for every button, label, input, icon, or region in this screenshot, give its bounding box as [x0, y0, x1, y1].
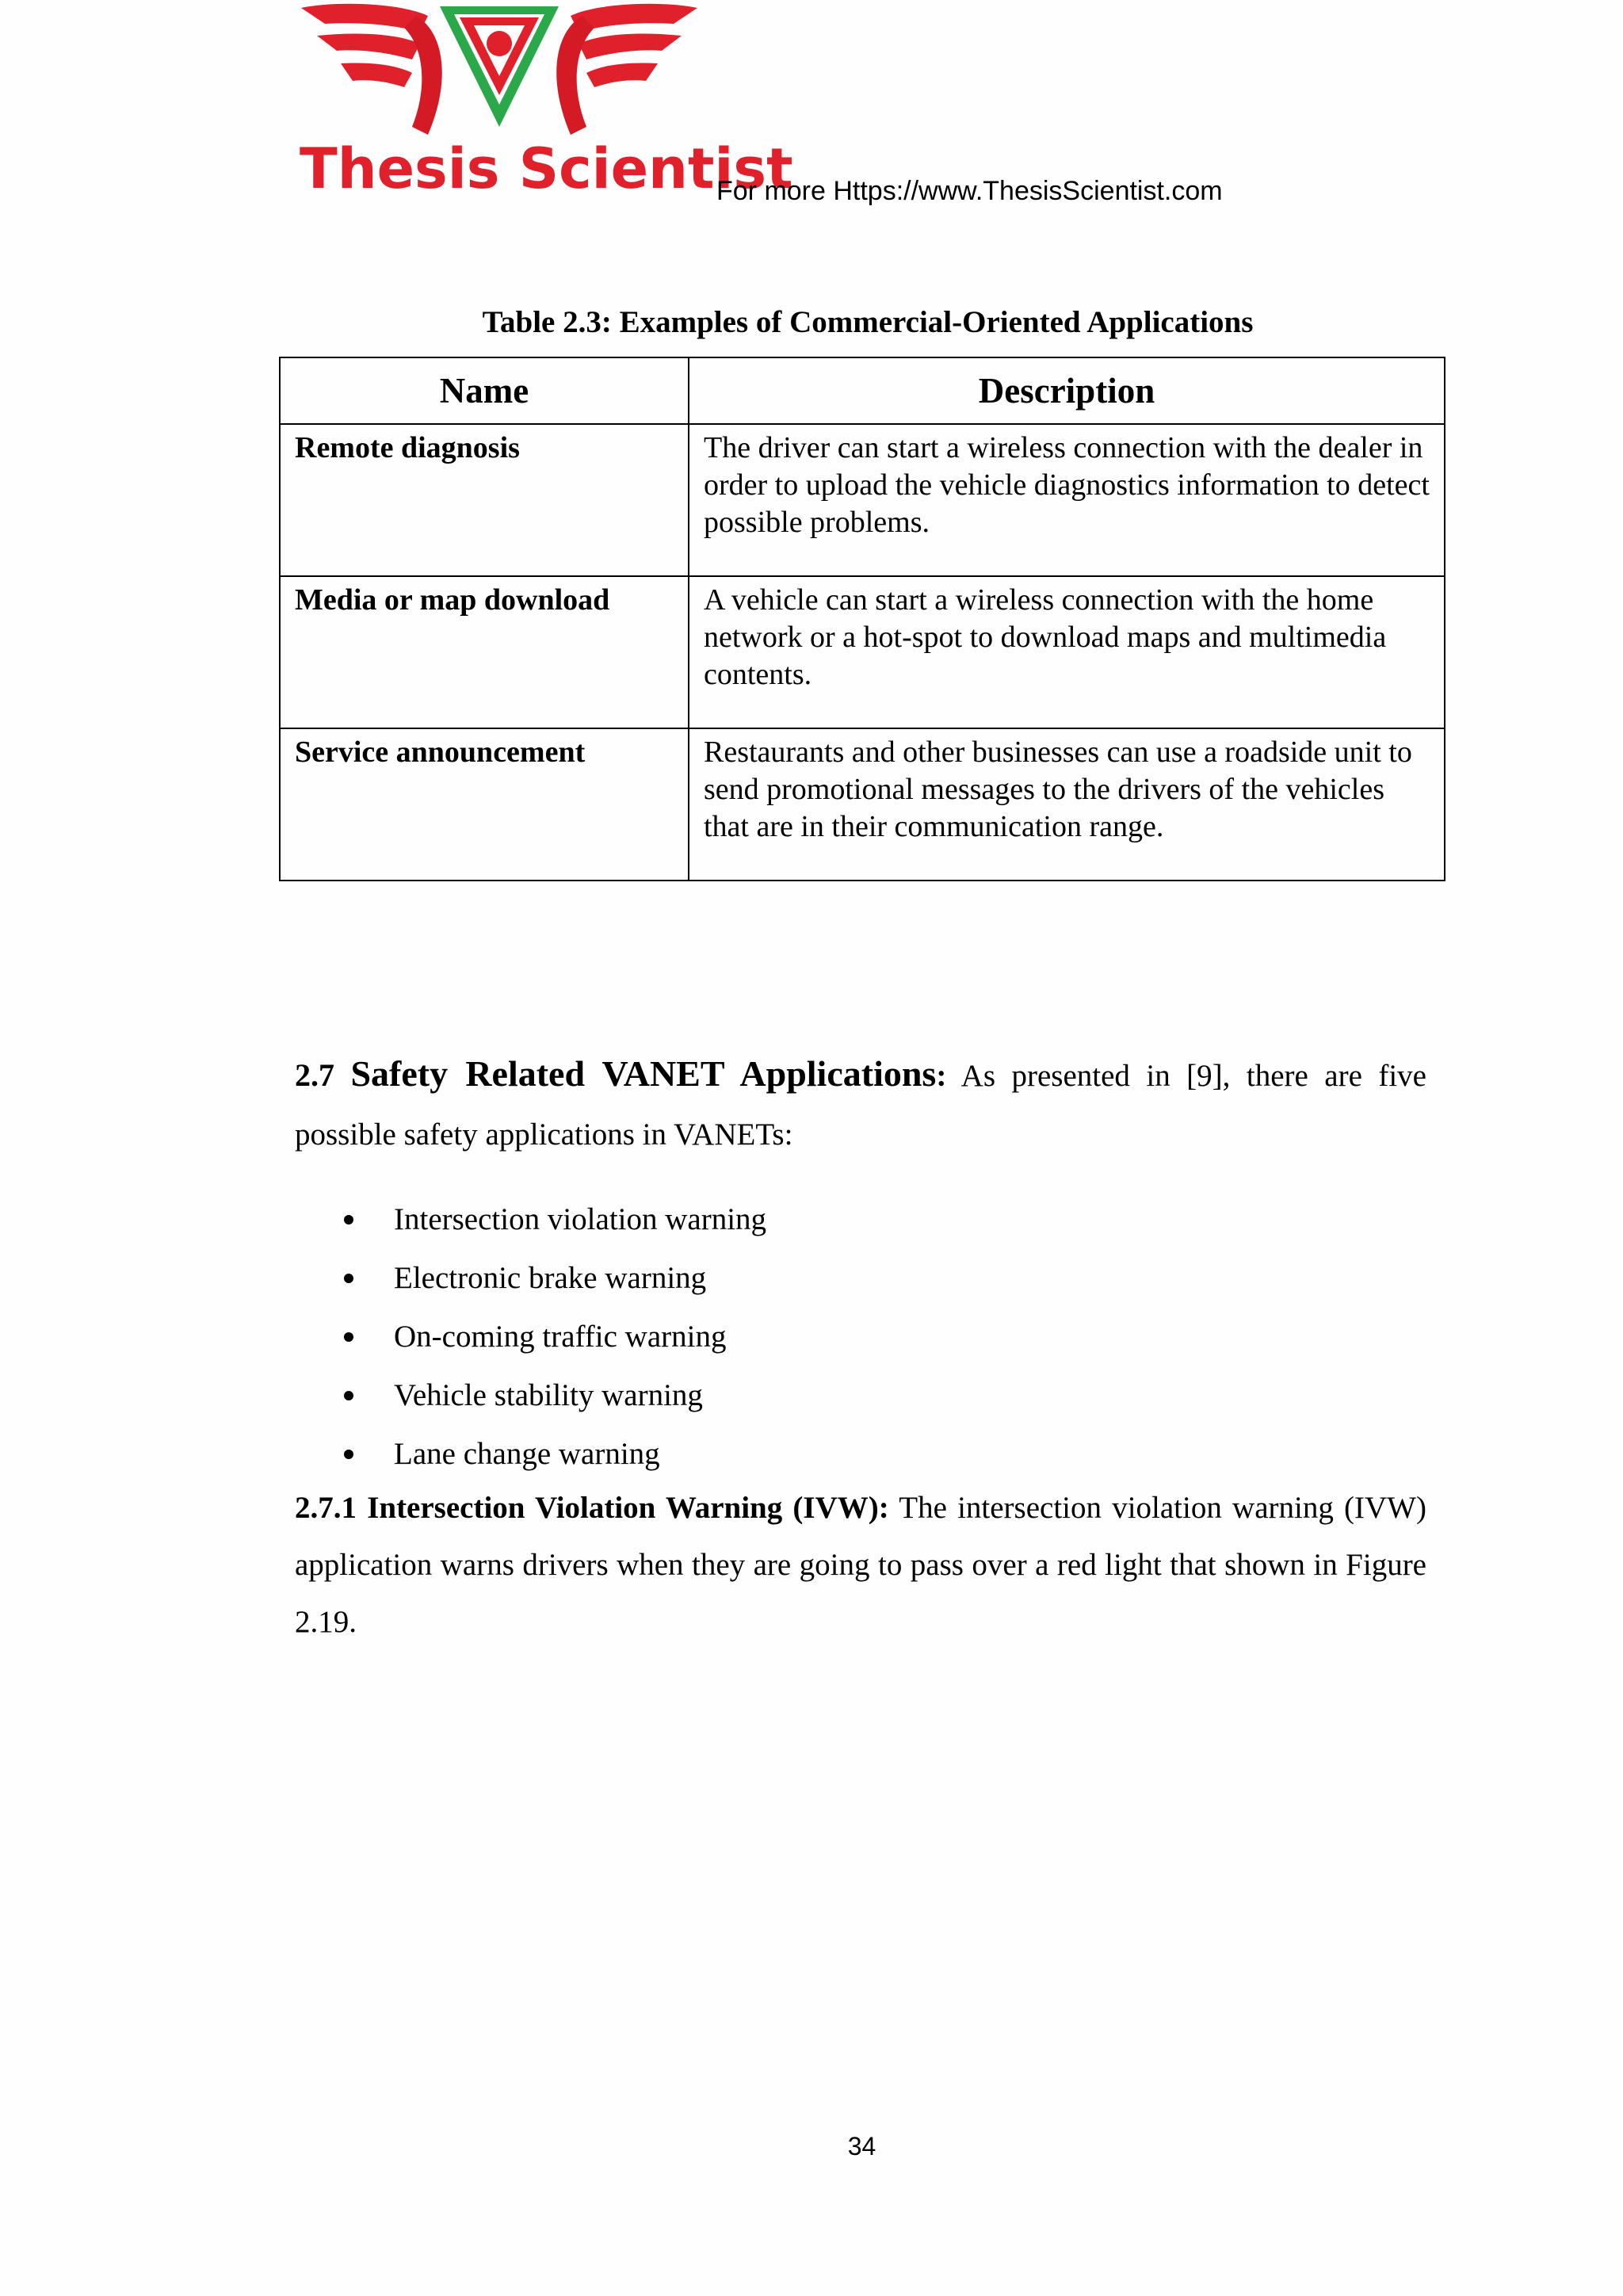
table-header-row: [280, 357, 1445, 424]
row-name-cell: Remote diagnosis: [280, 424, 689, 576]
list-item: [341, 1366, 766, 1425]
list-item: [341, 1425, 766, 1484]
bullet-icon: [344, 1274, 353, 1283]
bullet-icon: [344, 1391, 353, 1400]
table-row: [280, 576, 1445, 728]
safety-applications-list: [341, 1190, 766, 1484]
row-name-cell: Media or map download: [280, 576, 689, 728]
table-row: [280, 424, 1445, 576]
list-item-label: Lane change warning: [394, 1437, 660, 1471]
row-description-cell: Restaurants and other businesses can use a roadside unit to send promotional messages to the drivers of the vehicles that are in their communication range.: [689, 728, 1445, 881]
list-item: [341, 1308, 766, 1366]
column-header-description: Description: [689, 357, 1445, 424]
bullet-icon: [344, 1450, 353, 1459]
section-2-7-1-body: The intersection violation warning (IVW) application warns drivers when they are going to pass over a red light that shown in Figure 2.19.: [295, 1491, 1426, 1639]
logo-wordmark: Thesis Scientist: [300, 136, 793, 201]
bullet-icon: [344, 1332, 353, 1342]
row-description-cell: The driver can start a wireless connection with the dealer in order to upload the vehicle diagnostics information to detect possible problems.: [689, 424, 1445, 576]
section-2-7-number: 2.7: [295, 1057, 334, 1093]
list-item-label: Intersection violation warning: [394, 1202, 767, 1236]
section-2-7-body: As presented in [9], there are five possible safety applications in VANETs:: [295, 1059, 1426, 1152]
section-2-7-colon: :: [936, 1059, 947, 1093]
list-item-label: On-coming traffic warning: [394, 1320, 727, 1354]
section-2-7-1-paragraph: [295, 1480, 1426, 1651]
row-name-cell: Service announcement: [280, 728, 689, 881]
list-item-label: Electronic brake warning: [394, 1261, 707, 1295]
section-2-7-paragraph: [295, 1045, 1426, 1164]
table-caption: Table 2.3: Examples of Commercial-Oriented Applications: [482, 305, 1254, 339]
section-2-7-1-heading: 2.7.1 Intersection Violation Warning (IVW):: [295, 1491, 889, 1525]
commercial-applications-table: [279, 357, 1445, 881]
page-number: 34: [847, 2132, 876, 2160]
header-website-link[interactable]: For more Https://www.ThesisScientist.com: [716, 176, 1223, 206]
row-description-cell: A vehicle can start a wireless connection with the home network or a hot-spot to download maps and multimedia contents.: [689, 576, 1445, 728]
bullet-icon: [344, 1215, 353, 1224]
list-item-label: Vehicle stability warning: [394, 1378, 703, 1412]
column-header-name: Name: [280, 357, 689, 424]
table-row: [280, 728, 1445, 881]
list-item: [341, 1190, 766, 1249]
list-item: [341, 1249, 766, 1308]
section-2-7-title: Safety Related VANET Applications: [350, 1053, 937, 1094]
